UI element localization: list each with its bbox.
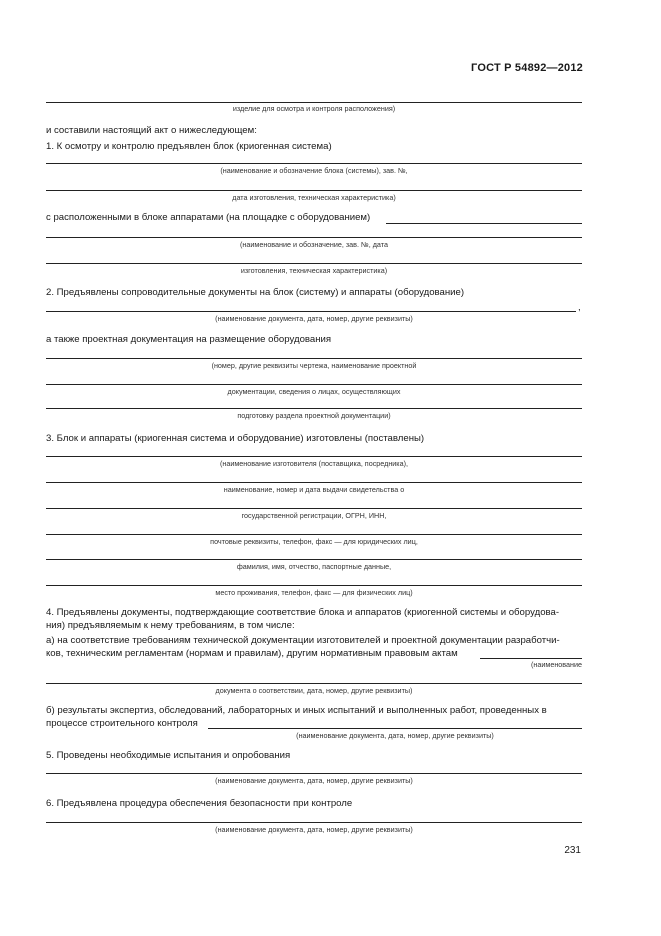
field-caption: документа о соответствии, дата, номер, другие реквизиты) [215,686,413,695]
form-line [46,773,582,774]
item-3-text: 3. Блок и аппараты (криогенная система и оборудование) изготовлены (поставлены) [46,433,425,444]
page-number: 231 [564,845,581,856]
item-4-text-cont: ния) предъявляемым к нему требованиям, в том числе: [46,620,295,631]
field-caption: (наименование [531,660,582,669]
form-line [46,384,582,385]
field-caption: наименование, номер и дата выдачи свидетельства о [223,485,405,494]
form-line [46,263,582,264]
item-1-text: 1. К осмотру и контролю предъявлен блок (криогенная система) [46,141,332,152]
field-caption: почтовые реквизиты, телефон, факс — для юридических лиц, [210,537,418,546]
field-caption: (наименование и обозначение, зав. №, дата [240,240,388,249]
field-caption: (наименование документа, дата, номер, другие реквизиты) [296,731,494,740]
field-caption: изделие для осмотра и контроля расположения) [232,104,396,113]
form-line [46,190,582,191]
item-2-text: 2. Предъявлены сопроводительные документы на блок (систему) и аппараты (оборудование) [46,287,465,298]
field-caption: (наименование изготовителя (поставщика, посредника), [219,459,408,468]
form-line [46,311,576,312]
item-5-text: 5. Проведены необходимые испытания и опробования [46,750,291,761]
form-line [46,237,582,238]
form-line [46,534,582,535]
field-caption: (наименование и обозначение блока (системы), зав. №, [220,166,408,175]
field-caption: (номер, другие реквизиты чертежа, наименование проектной [211,361,417,370]
item-1-apparatus-text: с расположенными в блоке аппаратами (на площадке с оборудованием) [46,212,371,223]
form-line [46,585,582,586]
form-line [46,408,582,409]
field-caption: место проживания, телефон, факс — для физических лиц) [215,588,413,597]
item-4b-text-cont: процессе строительного контроля [46,718,198,729]
item-2-project-text: а также проектная документация на размещение оборудования [46,334,332,345]
item-4-text: 4. Предъявлены документы, подтверждающие соответствие блока и аппаратов (криогенной системы и оборудова- [46,607,560,618]
field-caption: дата изготовления, техническая характеристика) [232,193,396,202]
field-caption: фамилия, имя, отчество, паспортные данные, [236,562,392,571]
form-line [46,102,582,103]
field-caption: (наименование документа, дата, номер, другие реквизиты) [215,314,413,323]
standard-header: ГОСТ Р 54892—2012 [471,62,583,74]
form-line [208,728,582,729]
form-line [46,822,582,823]
field-caption: документации, сведения о лицах, осуществляющих [227,387,401,396]
form-line [46,358,582,359]
intro-text: и составили настоящий акт о нижеследующем: [46,125,257,136]
form-line [386,223,582,224]
form-line [46,683,582,684]
item-4a-text: а) на соответствие требованиям технической документации изготовителей и проектной документации разработчи- [46,635,560,646]
field-caption: изготовления, техническая характеристика) [240,266,388,275]
form-line [46,508,582,509]
form-line [46,163,582,164]
form-line [480,658,582,659]
field-caption: подготовку раздела проектной документации) [237,411,391,420]
item-4a-text-cont: ков, техническим регламентам (нормам и правилам), другим нормативным правовым актам [46,648,458,659]
field-caption: (наименование документа, дата, номер, другие реквизиты) [215,825,413,834]
field-caption: (наименование документа, дата, номер, другие реквизиты) [215,776,413,785]
item-6-text: 6. Предъявлена процедура обеспечения безопасности при контроле [46,798,353,809]
field-caption: государственной регистрации, ОГРН, ИНН, [241,511,387,520]
form-line [46,482,582,483]
form-line [46,456,582,457]
form-line [46,559,582,560]
item-2-comma: , [578,302,581,313]
item-4b-text: б) результаты экспертиз, обследований, лабораторных и иных испытаний и выполненных работ, проведенных в [46,705,547,716]
